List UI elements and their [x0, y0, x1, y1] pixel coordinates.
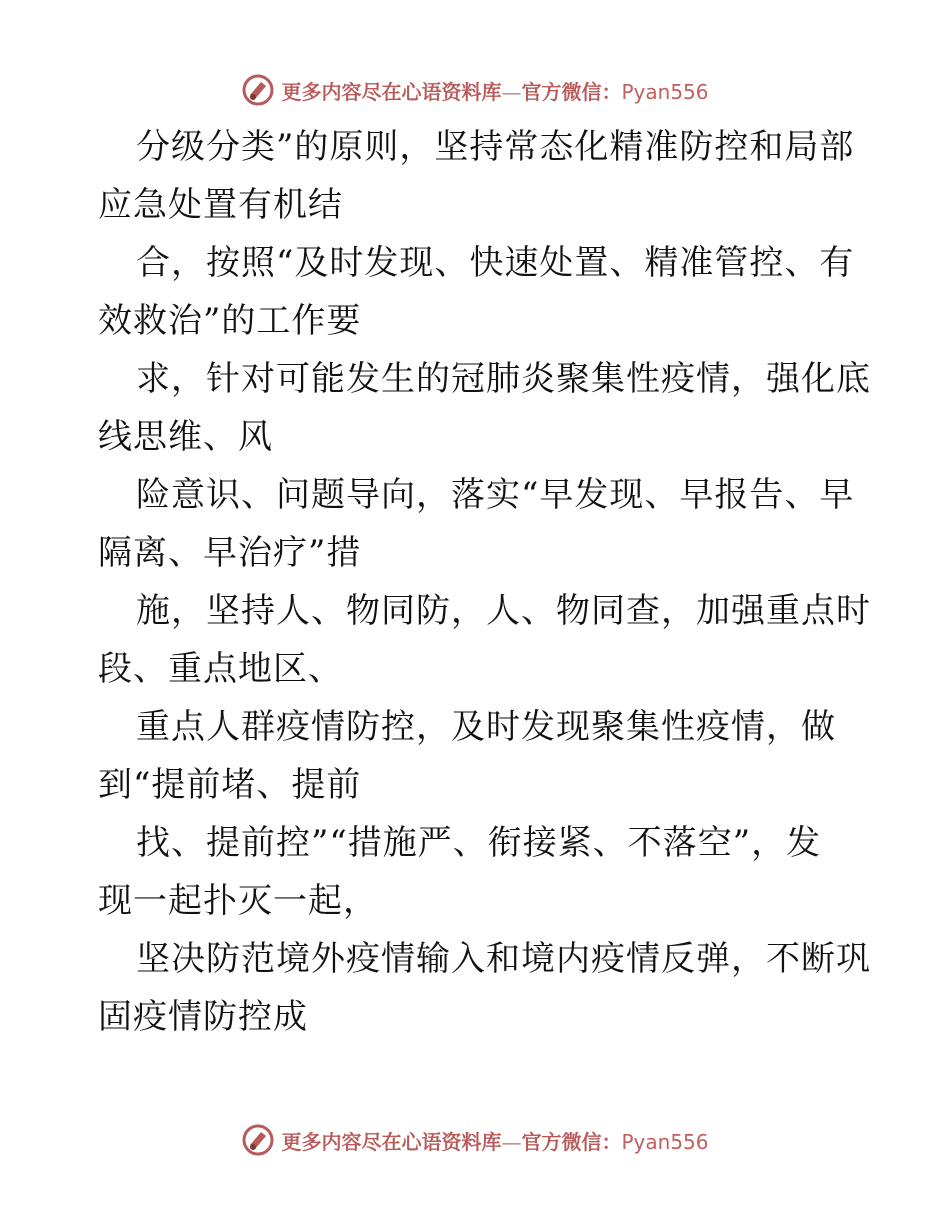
paragraph-line: 重点人群疫情防控，及时发现聚集性疫情，做: [136, 707, 836, 747]
paragraph: [98, 814, 858, 930]
paragraph-line: 效救治”的工作要: [98, 301, 362, 341]
header-text: [281, 76, 708, 105]
paragraph: [98, 582, 871, 698]
footer-dash: —: [501, 1129, 522, 1154]
header-handle: Pyan556: [621, 79, 709, 104]
paragraph-line: 段、重点地区、: [98, 649, 343, 689]
header-brand: 更多内容尽在心语资料库: [281, 79, 502, 104]
paragraph-line: 找、提前控”“措施严、衔接紧、不落空”，发: [136, 823, 822, 863]
paragraph-line: 固疫情防控成: [98, 997, 308, 1037]
paragraph-line: 求，针对可能发生的冠肺炎聚集性疫情，强化底: [136, 359, 871, 399]
footer-text: [281, 1126, 708, 1155]
brand-logo-icon: [241, 73, 275, 107]
paragraph: [98, 930, 871, 1046]
paragraph-line: 分级分类”的原则，坚持常态化精准防控和局部: [136, 127, 855, 167]
paragraph: [98, 350, 871, 466]
paragraph-line: 险意识、问题导向，落实“早发现、早报告、早: [136, 475, 855, 515]
document-body: [98, 118, 871, 1046]
header-dash: —: [501, 79, 522, 104]
paragraph: [98, 118, 858, 234]
footer-handle: Pyan556: [621, 1129, 709, 1154]
paragraph-line: 到“提前堵、提前: [98, 765, 362, 805]
footer-brand: 更多内容尽在心语资料库: [281, 1129, 502, 1154]
footer-banner: [0, 1120, 950, 1160]
paragraph: [98, 466, 858, 582]
paragraph-line: 应急处置有机结: [98, 185, 343, 225]
paragraph-line: 坚决防范境外疫情输入和境内疫情反弹，不断巩: [136, 939, 871, 979]
brand-logo-icon: [241, 1123, 275, 1157]
header-label: 官方微信：: [521, 79, 622, 104]
paragraph-line: 线思维、风: [98, 417, 273, 457]
paragraph: [98, 234, 858, 350]
footer-label: 官方微信：: [521, 1129, 622, 1154]
header-banner: [0, 70, 950, 110]
paragraph-line: 合，按照“及时发现、快速处置、精准管控、有: [136, 243, 855, 283]
paragraph-line: 隔离、早治疗”措: [98, 533, 362, 573]
paragraph-line: 施，坚持人、物同防，人、物同查，加强重点时: [136, 591, 871, 631]
paragraph-line: 现一起扑灭一起，: [98, 881, 378, 921]
paragraph: [98, 698, 858, 814]
